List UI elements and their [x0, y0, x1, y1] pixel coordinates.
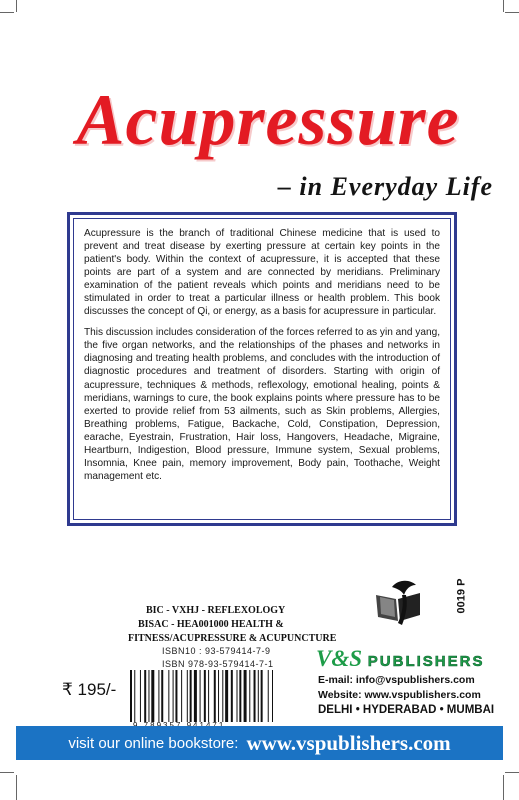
description-inner-frame: [73, 218, 451, 520]
barcode-bar: [190, 670, 192, 722]
barcode-bar: [134, 670, 135, 722]
barcode-bar: [249, 670, 250, 722]
book-subtitle: – in Everyday Life: [277, 172, 493, 201]
publisher-email: E-mail: info@vspublishers.com: [318, 674, 475, 686]
barcode-bar: [140, 670, 141, 722]
barcode-bar: [148, 670, 149, 722]
book-title: Acupressure: [76, 80, 460, 160]
barcode-bar: [268, 670, 269, 722]
barcode-bar: [173, 670, 174, 722]
online-bookstore-banner: [16, 726, 503, 760]
barcode-bar: [187, 670, 188, 722]
barcode-bar: [218, 670, 219, 722]
crop-mark: [505, 12, 519, 13]
barcode-bar: [231, 670, 233, 722]
price: ₹ 195/-: [62, 680, 117, 699]
barcode-bar: [175, 670, 177, 722]
barcode-bar: [261, 670, 263, 722]
crop-mark: [0, 772, 14, 773]
publisher-brand-suffix: PUBLISHERS: [367, 653, 485, 670]
barcode-bar: [214, 670, 216, 722]
crop-mark: [0, 12, 14, 13]
barcode-bar: [222, 670, 223, 722]
crop-mark: [503, 775, 504, 800]
barcode-bar: [168, 670, 169, 722]
barcode-bar: [161, 670, 163, 722]
description-frame: [67, 212, 457, 526]
publisher-brand-vs: V&S: [316, 646, 363, 671]
bisac-category-line: FITNESS/ACUPRESSURE & ACUPUNCTURE: [128, 633, 337, 644]
crop-mark: [503, 0, 504, 12]
barcode-bar: [204, 670, 206, 722]
barcode-bar: [181, 670, 182, 722]
barcode-bar: [225, 670, 228, 722]
barcode-bar: [244, 670, 247, 722]
barcode-bar: [239, 670, 241, 722]
crop-mark: [16, 775, 17, 800]
barcode-bar: [237, 670, 238, 722]
isbn-block: [162, 645, 274, 671]
bisac-line: BISAC - HEA001000 HEALTH &: [138, 619, 284, 630]
banner-prefix: visit our online bookstore:: [68, 734, 239, 752]
publisher-website: Website: www.vspublishers.com: [318, 689, 481, 701]
barcode-bar: [258, 670, 259, 722]
barcode-bar: [200, 670, 201, 722]
publisher-cities: DELHI • HYDERABAD • MUMBAI: [318, 704, 495, 716]
barcode-bar: [254, 670, 256, 722]
barcode-bar: [272, 670, 273, 722]
banner-url[interactable]: www.vspublishers.com: [246, 730, 451, 755]
publisher-contact: [318, 673, 494, 718]
isbn13: ISBN 978-93-579414-7-1: [162, 659, 274, 669]
barcode-bar: [158, 670, 159, 722]
crop-mark: [505, 772, 519, 773]
bic-line: BIC - VXHJ - REFLEXOLOGY: [146, 605, 286, 616]
publisher-eagle-book-icon: [372, 577, 426, 629]
barcode-bar: [130, 670, 132, 722]
product-code: [452, 572, 492, 628]
barcode-bar: [151, 670, 154, 722]
product-code-text: 0019 P: [455, 578, 468, 614]
publisher-brand: [316, 646, 484, 672]
isbn10: ISBN10 : 93-579414-7-9: [162, 646, 271, 656]
description-paragraph-2: This discussion includes consideration of the forces referred to as yin and yang, the five organ networks, and the relationships of the phases and networks in diagnosing and treating health problems, and concludes with the introduction of diagnostic procedures and treatment of disorders. Starting with origin of acupressure, techniques & methods, reflexology, emotional healing, points & meridians, warnings to cure, the book explains points where pressure has to be exerted to provide relief from 53 ailments, such as Skin problems, Allergies, Breathing problems, Fatigue, Backache, Cold, Constipation, Depression, earache, Eyestrain, Frustration, Hair loss, Hangovers, Headache, Migraine, Heartburn, Indigestion, Blood pressure, Immune system, Sexual problems, Insomnia, Knee pain, memory improvement, Body pain, Toothache, Weight management etc.: [84, 327, 440, 482]
description-paragraph-1: Acupressure is the branch of traditional Chinese medicine that is used to prevent and treat disease by exerting pressure at certain key points in the patient's body. Within the context of acupressure, it is accepted that these points are part of a system and are connected by meridians. Preliminary examination of the patient reveals which points and meridians need to be stimulated in order to treat a particular illness or health problem. This book discusses the concept of Qi, or energy, as a basis for acupressure in particular.: [84, 228, 440, 318]
classification-block: [128, 604, 336, 646]
barcode: [130, 670, 290, 722]
barcode-bar: [208, 670, 209, 722]
crop-mark: [16, 0, 17, 12]
barcode-bar: [194, 670, 197, 722]
barcode-bar: [144, 670, 146, 722]
